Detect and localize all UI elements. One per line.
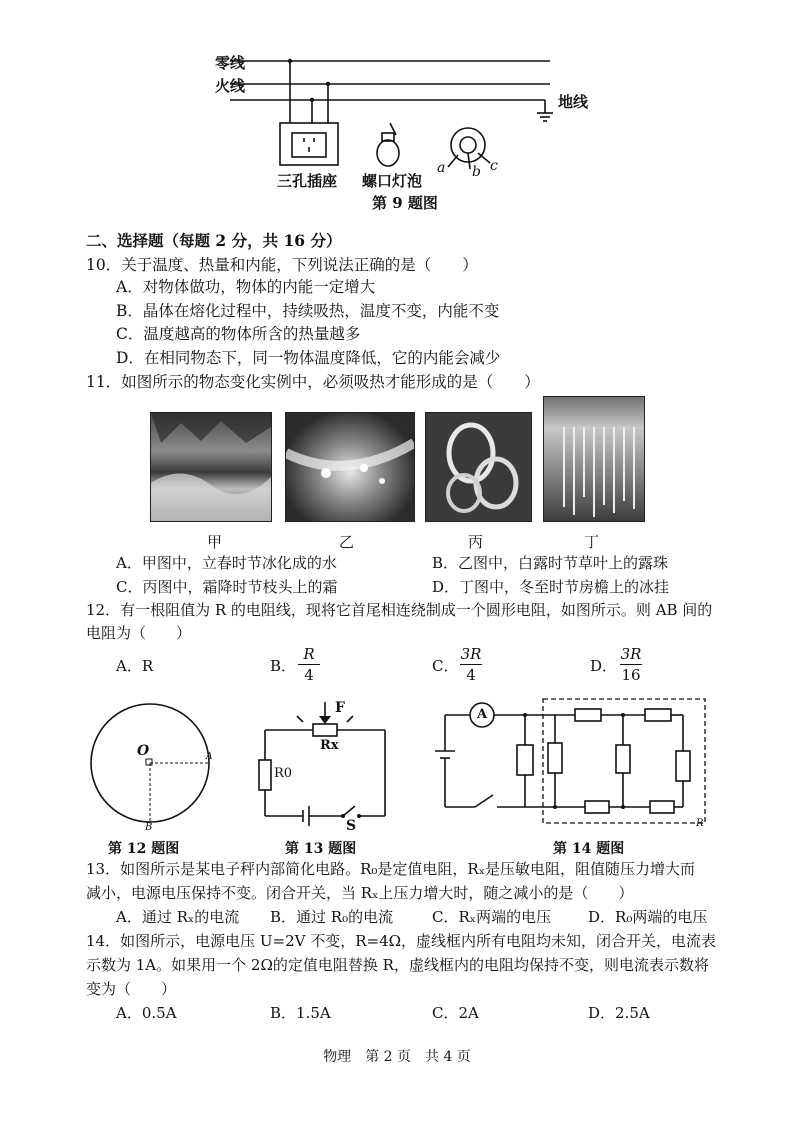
fig13-label-s: S: [346, 818, 357, 834]
q13-option-c: C．Rₓ两端的电压: [432, 908, 552, 926]
fig14-network-circuit: [425, 695, 715, 835]
fig9-live-label: 火线: [215, 77, 246, 95]
q12-option-d-letter: D．: [590, 657, 618, 675]
q14-option-a: A．0.5A: [116, 1004, 177, 1022]
fig12-label-o: O: [137, 743, 150, 759]
page-footer: 物理 第 2 页 共 4 页: [323, 1049, 471, 1065]
fig13-label-rx: Rx: [320, 738, 339, 753]
fig12-caption: 第 12 题图: [108, 841, 180, 857]
fig14-caption: 第 14 题图: [553, 841, 625, 857]
fig9-terminal-c: c: [490, 158, 498, 174]
fig9-bulb-label: 螺口灯泡: [362, 172, 423, 190]
q12-stem-line1: 12．有一根阻值为 R 的电阻线，现将它首尾相连绕制成一个圆形电阻，如图所示。则 AB 间的: [86, 601, 713, 619]
q11-label-jia: 甲: [207, 533, 223, 551]
q14-option-d: D．2.5A: [588, 1004, 650, 1022]
q10-option-d: D．在相同物态下，同一物体温度降低，它的内能会减少: [116, 349, 501, 367]
q12-option-d-fraction: [620, 645, 642, 684]
q12-option-b-denominator: 4: [304, 666, 314, 684]
q14-stem-line3: 变为（ ）: [86, 980, 177, 998]
fig13-caption: 第 13 题图: [285, 841, 357, 857]
q11-label-ding: 丁: [584, 533, 600, 551]
q11-label-bing: 丙: [468, 533, 484, 551]
q12-option-b-numerator: R: [303, 645, 315, 663]
q11-option-c: C．丙图中，霜降时节枝头上的霜: [116, 578, 338, 596]
q12-option-d-numerator: 3R: [620, 645, 642, 663]
q13-stem-line1: 13．如图所示是某电子秤内部简化电路。R₀是定值电阻，Rₓ是压敏电阻，阻值随压力增大而: [86, 860, 696, 878]
q11-photo-ding: [543, 396, 645, 522]
q12-stem-line2: 电阻为（ ）: [86, 624, 192, 642]
q12-option-b-fraction: [298, 645, 320, 684]
fig12-label-b: B: [145, 822, 153, 833]
q11-option-d: D．丁图中，冬至时节房檐上的冰挂: [432, 578, 670, 596]
fig9-ground-label: 地线: [558, 93, 589, 111]
q14-stem-line1: 14．如图所示，电源电压 U=2V 不变，R=4Ω，虚线框内所有电阻均未知，闭合开关，电流表: [86, 932, 717, 950]
fig12-circle-resistor: [85, 700, 220, 835]
fig12-label-a: A: [206, 752, 213, 762]
q13-option-d: D．R₀两端的电压: [588, 908, 708, 926]
q11-label-yi: 乙: [339, 533, 355, 551]
q12-option-d-denominator: 16: [621, 666, 641, 684]
fig9-terminal-b: b: [472, 164, 481, 180]
q12-option-c-numerator: 3R: [460, 645, 482, 663]
fig9-caption: 第 9 题图: [372, 194, 438, 212]
q11-option-a: A．甲图中，立春时节冰化成的水: [116, 554, 337, 572]
q12-option-c-letter: C．: [432, 657, 459, 675]
q12-option-c-denominator: 4: [466, 666, 476, 684]
q10-option-b: B．晶体在熔化过程中，持续吸热，温度不变，内能不变: [116, 302, 500, 320]
fig9-neutral-label: 零线: [215, 54, 246, 72]
q11-stem: 11．如图所示的物态变化实例中，必须吸热才能形成的是（ ）: [86, 373, 540, 391]
fig13-label-r0: R0: [274, 766, 293, 781]
q11-photo-jia: [150, 412, 272, 522]
q13-stem-line2: 减小，电源电压保持不变。闭合开关，当 Rₓ上压力增大时，随之减小的是（ ）: [86, 884, 634, 902]
q11-photo-bing: [425, 412, 532, 522]
section-heading: 二、选择题（每题 2 分，共 16 分）: [86, 231, 342, 250]
q11-option-b: B．乙图中，白露时节草叶上的露珠: [432, 554, 669, 572]
fig9-terminal-a: a: [437, 160, 446, 176]
q10-option-c: C．温度越高的物体所含的热量越多: [116, 325, 361, 343]
fig13-scale-circuit: [255, 700, 395, 830]
q12-option-c-fraction: [460, 645, 482, 684]
q14-option-c: C．2A: [432, 1004, 479, 1022]
q13-option-b: B．通过 R₀的电流: [270, 908, 394, 926]
fig14-ammeter-label: A: [477, 707, 488, 722]
q11-photo-yi: [285, 412, 415, 522]
q14-stem-line2: 示数为 1A。如果用一个 2Ω的定值电阻替换 R，虚线框内的电阻均保持不变，则电流表示数将: [86, 956, 709, 974]
q12-option-b-letter: B．: [270, 657, 297, 675]
q10-stem: 10．关于温度、热量和内能，下列说法正确的是（ ）: [86, 256, 478, 274]
fig14-label-r: R: [696, 818, 704, 829]
q12-option-a: A．R: [116, 657, 154, 675]
q13-option-a: A．通过 Rₓ的电流: [116, 908, 240, 926]
q14-option-b: B．1.5A: [270, 1004, 331, 1022]
q10-option-a: A．对物体做功，物体的内能一定增大: [116, 278, 376, 296]
fig13-label-f: F: [335, 700, 345, 716]
fig9-socket-label: 三孔插座: [277, 172, 338, 190]
